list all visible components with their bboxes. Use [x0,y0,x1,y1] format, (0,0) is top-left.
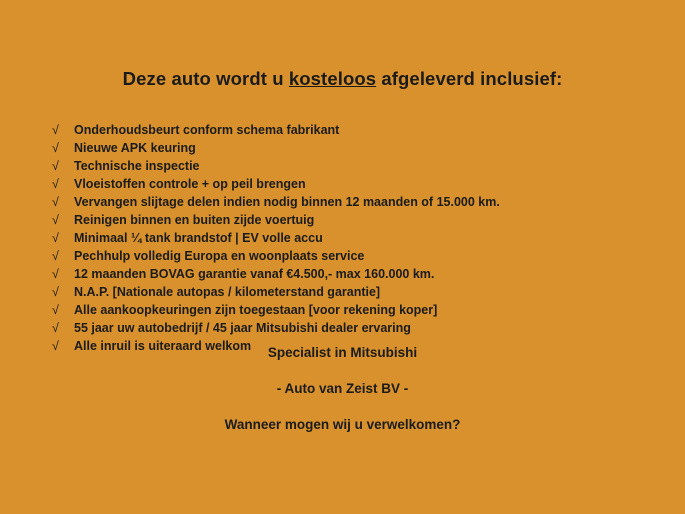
list-item [52,194,652,211]
footer-specialist-line: Specialist in Mitsubishi [267,345,418,360]
list-item [52,122,652,139]
list-item-label: 55 jaar uw autobedrijf / 45 jaar Mitsubishi dealer ervaring [74,321,411,335]
heading-text-underlined: kosteloos [288,68,377,89]
list-item-label: Onderhoudsbeurt conform schema fabrikant [74,123,340,137]
check-icon: √ [52,141,59,155]
list-item [52,140,652,157]
check-icon: √ [52,231,59,245]
check-icon: √ [52,303,59,317]
check-icon: √ [52,123,59,137]
check-icon: √ [52,339,59,353]
list-item-label: Reinigen binnen en buiten zijde voertuig [74,213,315,227]
list-item [52,176,652,193]
check-icon: √ [52,267,59,281]
list-item-label: Vloeistoffen controle + op peil brengen [74,177,306,191]
check-icon: √ [52,321,59,335]
poster-heading [0,68,685,90]
check-icon: √ [52,213,59,227]
list-item-label: Nieuwe APK keuring [74,141,196,155]
heading-text-after: afgeleverd inclusief: [376,68,563,89]
list-item [52,266,652,283]
list-item [52,158,652,175]
list-item-label: Alle inruil is uiteraard welkom [74,339,252,353]
list-item-label: Minimaal ¼ tank brandstof | EV volle accu [74,231,323,245]
check-icon: √ [52,159,59,173]
list-item [52,248,652,265]
check-icon: √ [52,249,59,263]
features-list [52,122,652,356]
heading-text-before: Deze auto wordt u [122,68,289,89]
list-item-label: Vervangen slijtage delen indien nodig binnen 12 maanden of 15.000 km. [74,195,500,209]
check-icon: √ [52,285,59,299]
list-item-label: Pechhulp volledig Europa en woonplaats service [74,249,365,263]
list-item-label: N.A.P. [Nationale autopas / kilometerstand garantie] [74,285,381,299]
list-item [52,230,652,247]
footer-company-name: - Auto van Zeist BV - [276,381,409,396]
list-item [52,212,652,229]
check-icon: √ [52,177,59,191]
list-item [52,320,652,337]
list-item-label: Technische inspectie [74,159,200,173]
list-item [52,302,652,319]
list-item [52,284,652,301]
check-icon: √ [52,195,59,209]
list-item-label: Alle aankoopkeuringen zijn toegestaan [voor rekening koper] [74,303,438,317]
list-item-label: 12 maanden BOVAG garantie vanaf €4.500,- max 160.000 km. [74,267,435,281]
footer-call-to-action: Wanneer mogen wij u verwelkomen? [224,417,461,432]
